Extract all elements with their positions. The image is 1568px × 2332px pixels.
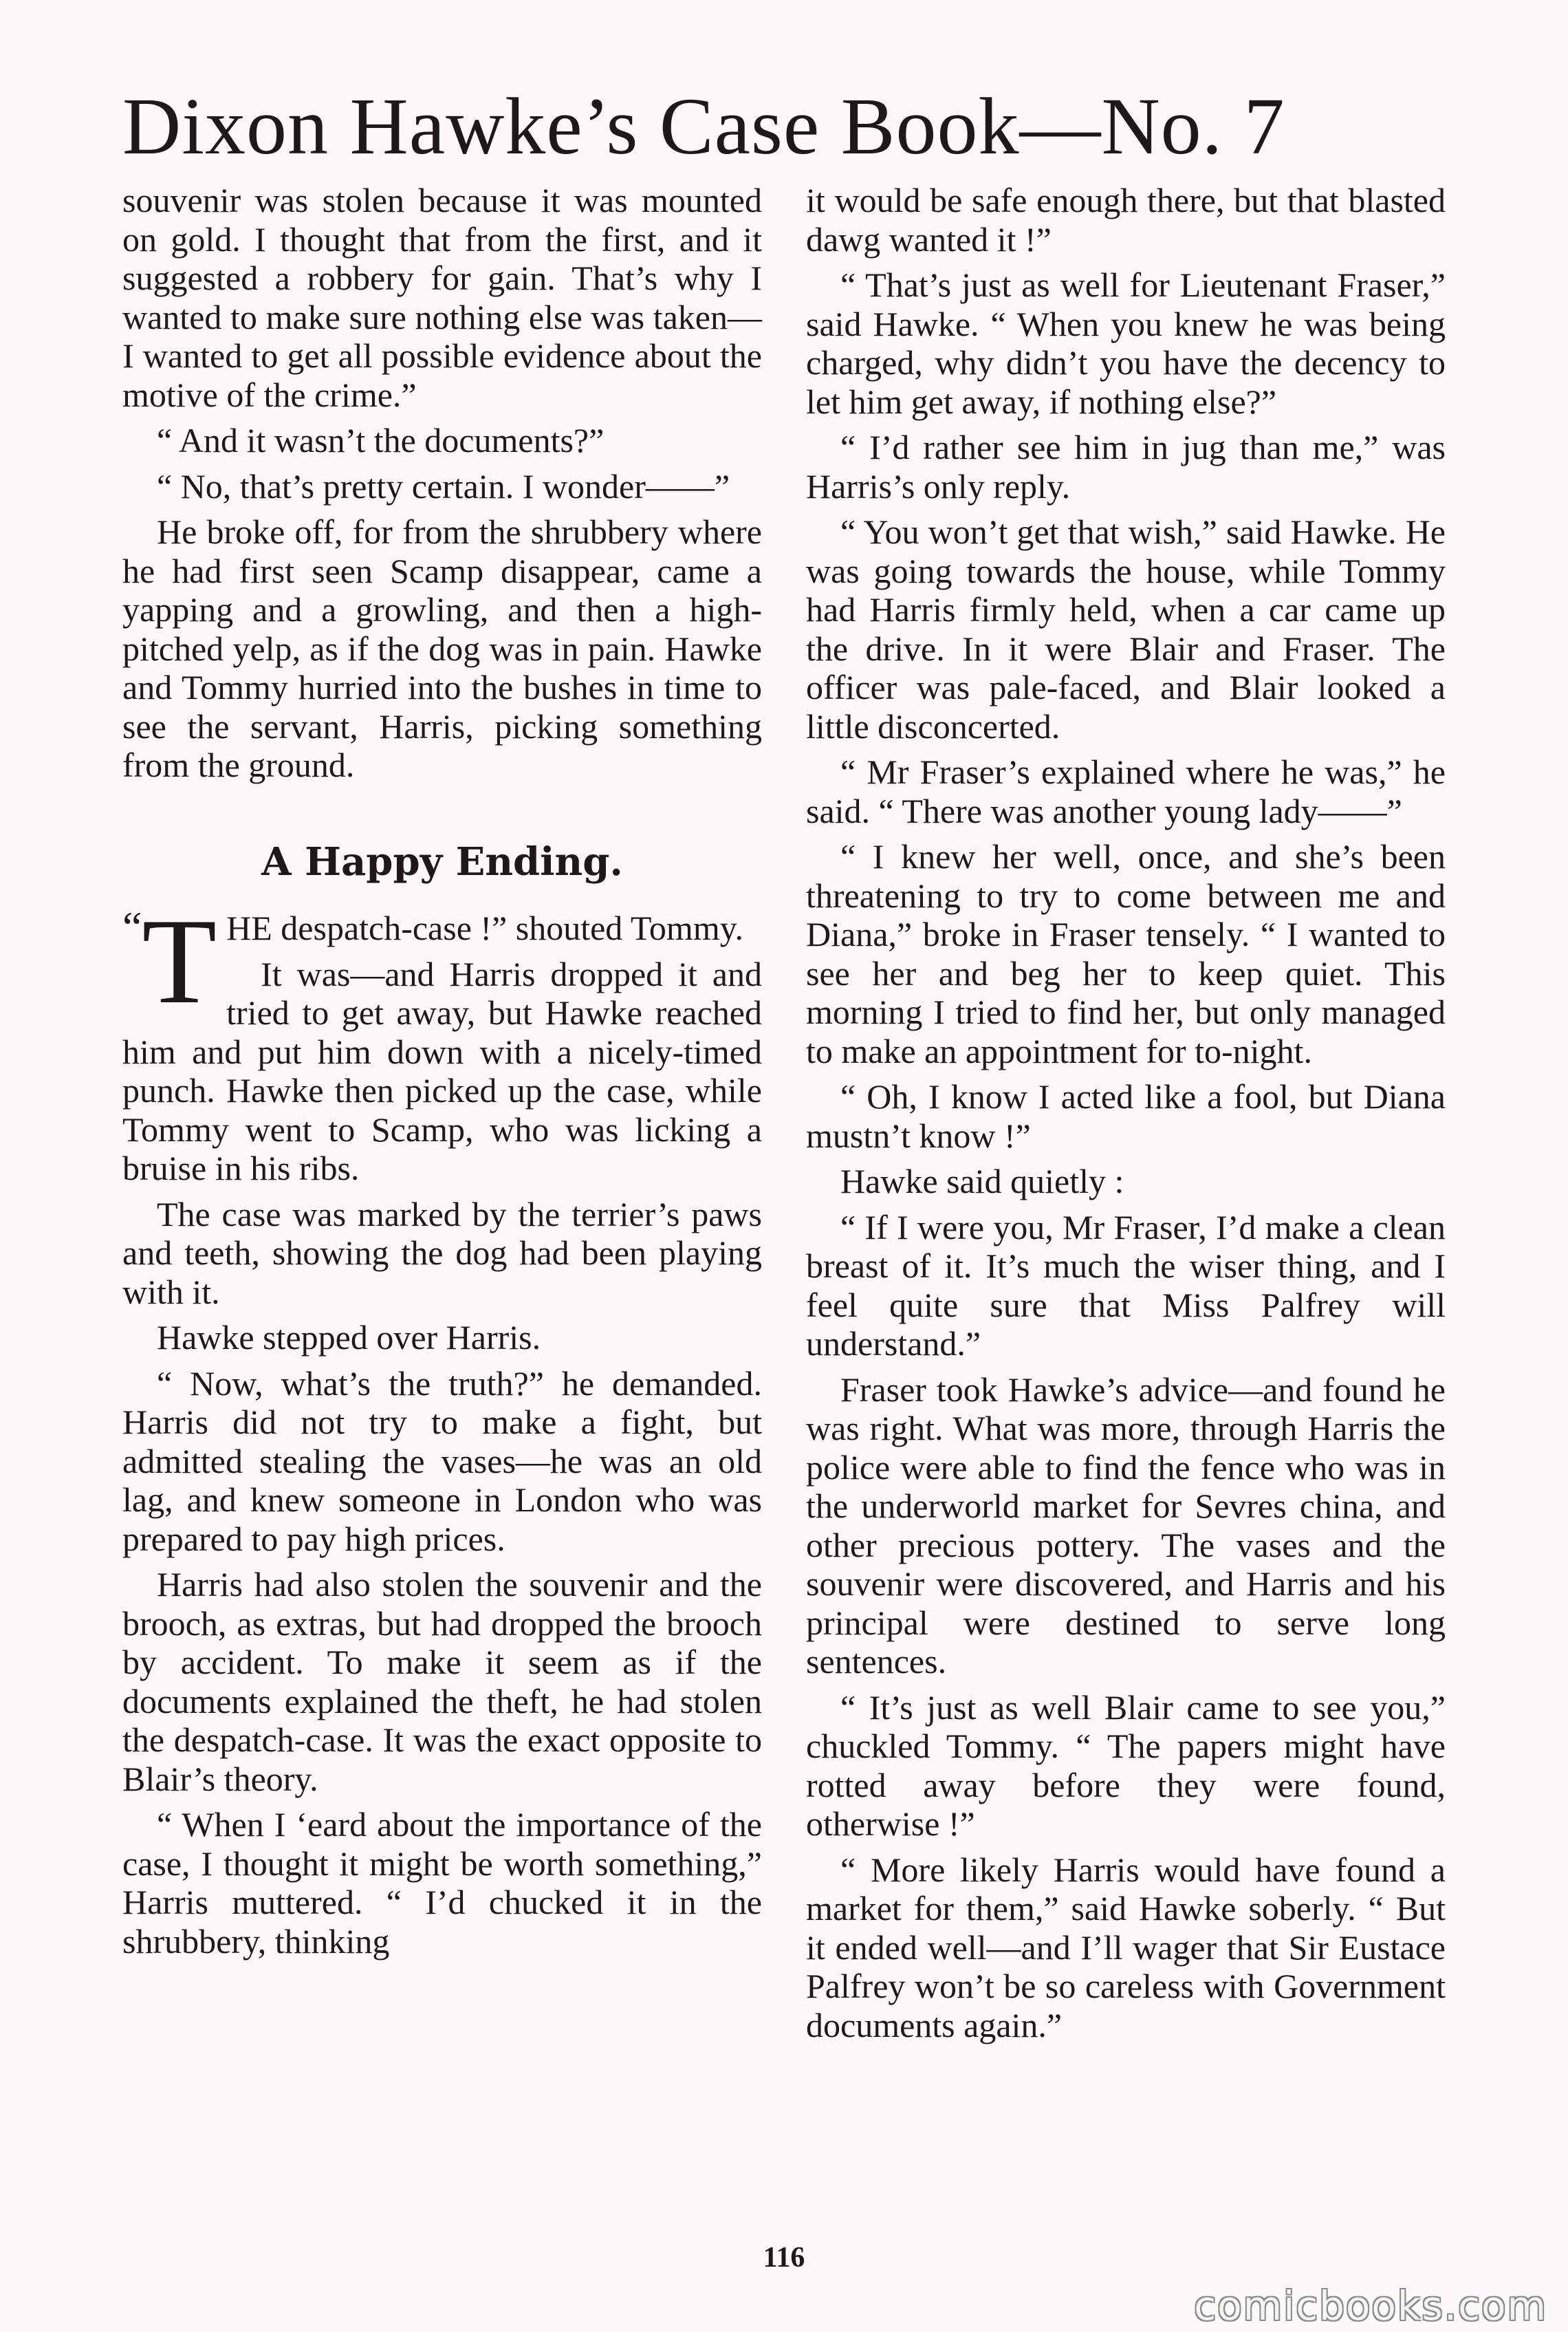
paragraph-clean-breast: “ If I were you, Mr Fraser, I’d make a clean breast of it. It’s much the wiser thing, and I feel quite sure that Miss Palfrey will understand.”: [806, 1207, 1446, 1363]
paragraph-truth: “ Now, what’s the truth?” he demanded. Harris did not try to make a fight, but admitted stealing the vases—he was an old lag, and knew someone in London who was prepared to pay high prices.: [122, 1363, 762, 1558]
page-title: Dixon Hawke’s Case Book—No. 7: [122, 81, 1285, 171]
left-column: [122, 181, 762, 1967]
paragraph-dawg: it would be safe enough there, but that blasted dawg wanted it !”: [806, 181, 1446, 259]
paragraph-wonder: “ No, that’s pretty certain. I wonder——”: [157, 466, 730, 506]
dropcap-paragraph: [122, 893, 762, 1029]
paragraph-souvenir: souvenir was stolen because it was mounted on gold. I thought that from the first, and it suggested a robbery for gain. That’s why I wanted to make sure nothing else was taken—I wanted to get all possible evidence about the motive of the crime.”: [122, 181, 762, 414]
paragraph-case-marked: The case was marked by the terrier’s paws and teeth, showing the dog had been playing with it.: [122, 1194, 762, 1311]
paragraph-chuckled: “ It’s just as well Blair came to see you,” chuckled Tommy. “ The papers might have rotted away before they were found, otherwise !”: [806, 1687, 1446, 1843]
dropcap-text: HE despatch-case !” shouted Tommy.: [226, 909, 743, 947]
paragraph-lieutenant: “ That’s just as well for Lieutenant Fraser,” said Hawke. “ When you knew he was being charged, why didn’t you have the decency to let him get away, if nothing else?”: [806, 266, 1446, 421]
page-number: 116: [763, 2242, 805, 2274]
paragraph-jug: “ I’d rather see him in jug than me,” was Harris’s only reply.: [806, 428, 1446, 506]
section-heading: A Happy Ending.: [261, 839, 623, 885]
paragraph-knew-her: “ I knew her well, once, and she’s been threatening to try to come between me and Diana,” broke in Fraser tensely. “ I wanted to see her and beg her to keep quiet. This morning I tried to find her, but only managed to make an appointment for to-night.: [806, 837, 1446, 1070]
paragraph-quietly: Hawke said quietly :: [840, 1162, 1124, 1200]
paragraph-explained: “ Mr Fraser’s explained where he was,” he said. “ There was another young lady——”: [806, 753, 1446, 830]
paragraph-harris-dropped: It was—and Harris dropped it and tried to get away, but Hawke reached him and put him down with a nicely-timed punch. Hawke then picked up the case, while Tommy went to Scamp, who was licking a bruise in his ribs.: [122, 954, 762, 1187]
drop-cap-letter: T: [142, 893, 217, 1029]
paragraph-ended-well: “ More likely Harris would have found a market for them,” said Hawke soberly. “ But it ended well—and I’ll wager that Sir Eustace Palfrey won’t be so careless with Government documents again.”: [806, 1850, 1446, 2044]
paragraph-hawke-stepped: Hawke stepped over Harris.: [157, 1318, 541, 1357]
paragraph-shrubbery: He broke off, for from the shrubbery where he had first seen Scamp disappear, came a yapping and a growling, and then a high-pitched yelp, as if the dog was in pain. Hawke and Tommy hurried into the bushes in time to see the servant, Harris, picking something from the ground.: [122, 512, 762, 784]
paragraph-advice: Fraser took Hawke’s advice—and found he was right. What was more, through Harris the police were able to find the fence who was in the underworld market for Sevres china, and other precious pottery. The vases and the souvenir were discovered, and Harris and his principal were destined to serve long sentences.: [806, 1370, 1446, 1681]
paragraph-documents-question: “ And it wasn’t the documents?”: [157, 421, 605, 460]
watermark: comicbooks.com: [1194, 2282, 1547, 2329]
paragraph-wish: “ You won’t get that wish,” said Hawke. He was going towards the house, while Tommy had Harris firmly held, when a car came up the drive. In it were Blair and Fraser. The officer was pale-faced, and Blair looked a little disconcerted.: [806, 512, 1446, 746]
paragraph-acted-fool: “ Oh, I know I acted like a fool, but Diana mustn’t know !”: [806, 1077, 1446, 1155]
paragraph-harris-muttered: “ When I ‘eard about the importance of the case, I thought it might be worth something,” Harris muttered. “ I’d chucked it in the shrubbery, thinking: [122, 1805, 762, 1961]
open-quote: “: [122, 903, 142, 951]
right-column: [806, 181, 1446, 2051]
paragraph-extras: Harris had also stolen the souvenir and the brooch, as extras, but had dropped the brooch by accident. To make it seem as if the documents explained the theft, he had stolen the despatch-case. It was the exact opposite to Blair’s theory.: [122, 1565, 762, 1798]
